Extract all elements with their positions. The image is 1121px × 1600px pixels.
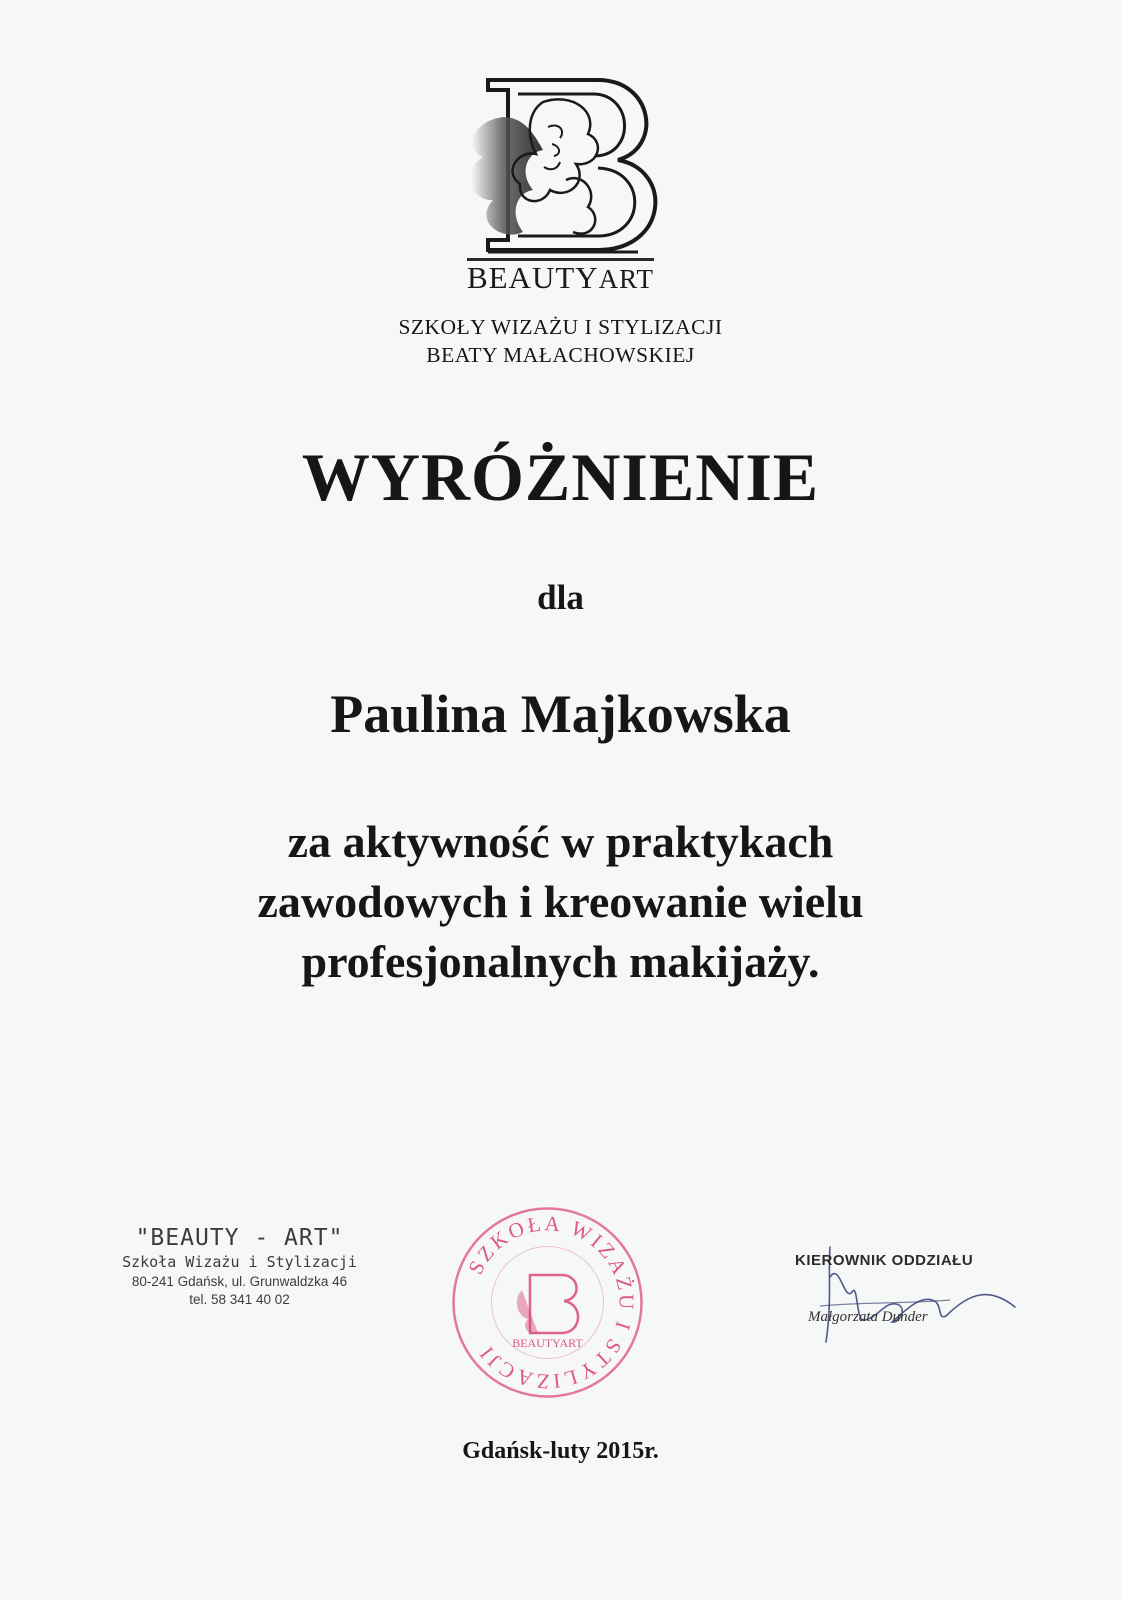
school-name-line-1: SZKOŁY WIZAŻU I STYLIZACJI xyxy=(398,315,723,339)
award-reason-line-1: za aktywność w praktykach xyxy=(287,816,834,867)
certificate-title: WYRÓŻNIENIE xyxy=(301,439,820,515)
svg-text:SZKOŁA WIZAŻU I STYLIZACJI xyxy=(463,1211,638,1394)
award-reason-line-2: zawodowych i kreowanie wielu xyxy=(257,876,864,927)
seal-center-text: BEAUTYART xyxy=(512,1336,583,1350)
address-stamp-phone: tel. 58 341 40 02 xyxy=(189,1292,290,1307)
recipient-name: Paulina Majkowska xyxy=(330,684,791,744)
address-stamp-company: "BEAUTY - ART" xyxy=(135,1225,344,1251)
address-stamp-street: 80-241 Gdańsk, ul. Grunwaldzka 46 xyxy=(131,1274,348,1289)
for-word: dla xyxy=(537,578,584,617)
beauty-art-logo xyxy=(448,72,678,257)
address-stamp-school: Szkoła Wizażu i Stylizacji xyxy=(122,1253,357,1271)
brand-word-art: ART xyxy=(598,264,655,294)
signature-scribble xyxy=(800,1232,1035,1352)
signature-role: KIEROWNIK ODDZIAŁU xyxy=(795,1252,974,1269)
address-stamp xyxy=(112,1225,367,1309)
brand-word-beauty: BEAUTY xyxy=(466,260,599,295)
award-reason-line-3: profesjonalnych makijaży. xyxy=(301,936,820,987)
place-and-date: Gdańsk-luty 2015r. xyxy=(462,1438,659,1464)
seal-ring-text: SZKOŁA WIZAŻU I STYLIZACJI xyxy=(463,1211,639,1394)
brand-name xyxy=(0,258,1121,296)
school-name xyxy=(0,313,1121,369)
award-reason xyxy=(0,812,1121,992)
school-seal xyxy=(450,1205,645,1400)
signature-name: Małgorzata Dunder xyxy=(808,1309,928,1325)
school-name-line-2: BEATY MAŁACHOWSKIEJ xyxy=(426,343,695,367)
